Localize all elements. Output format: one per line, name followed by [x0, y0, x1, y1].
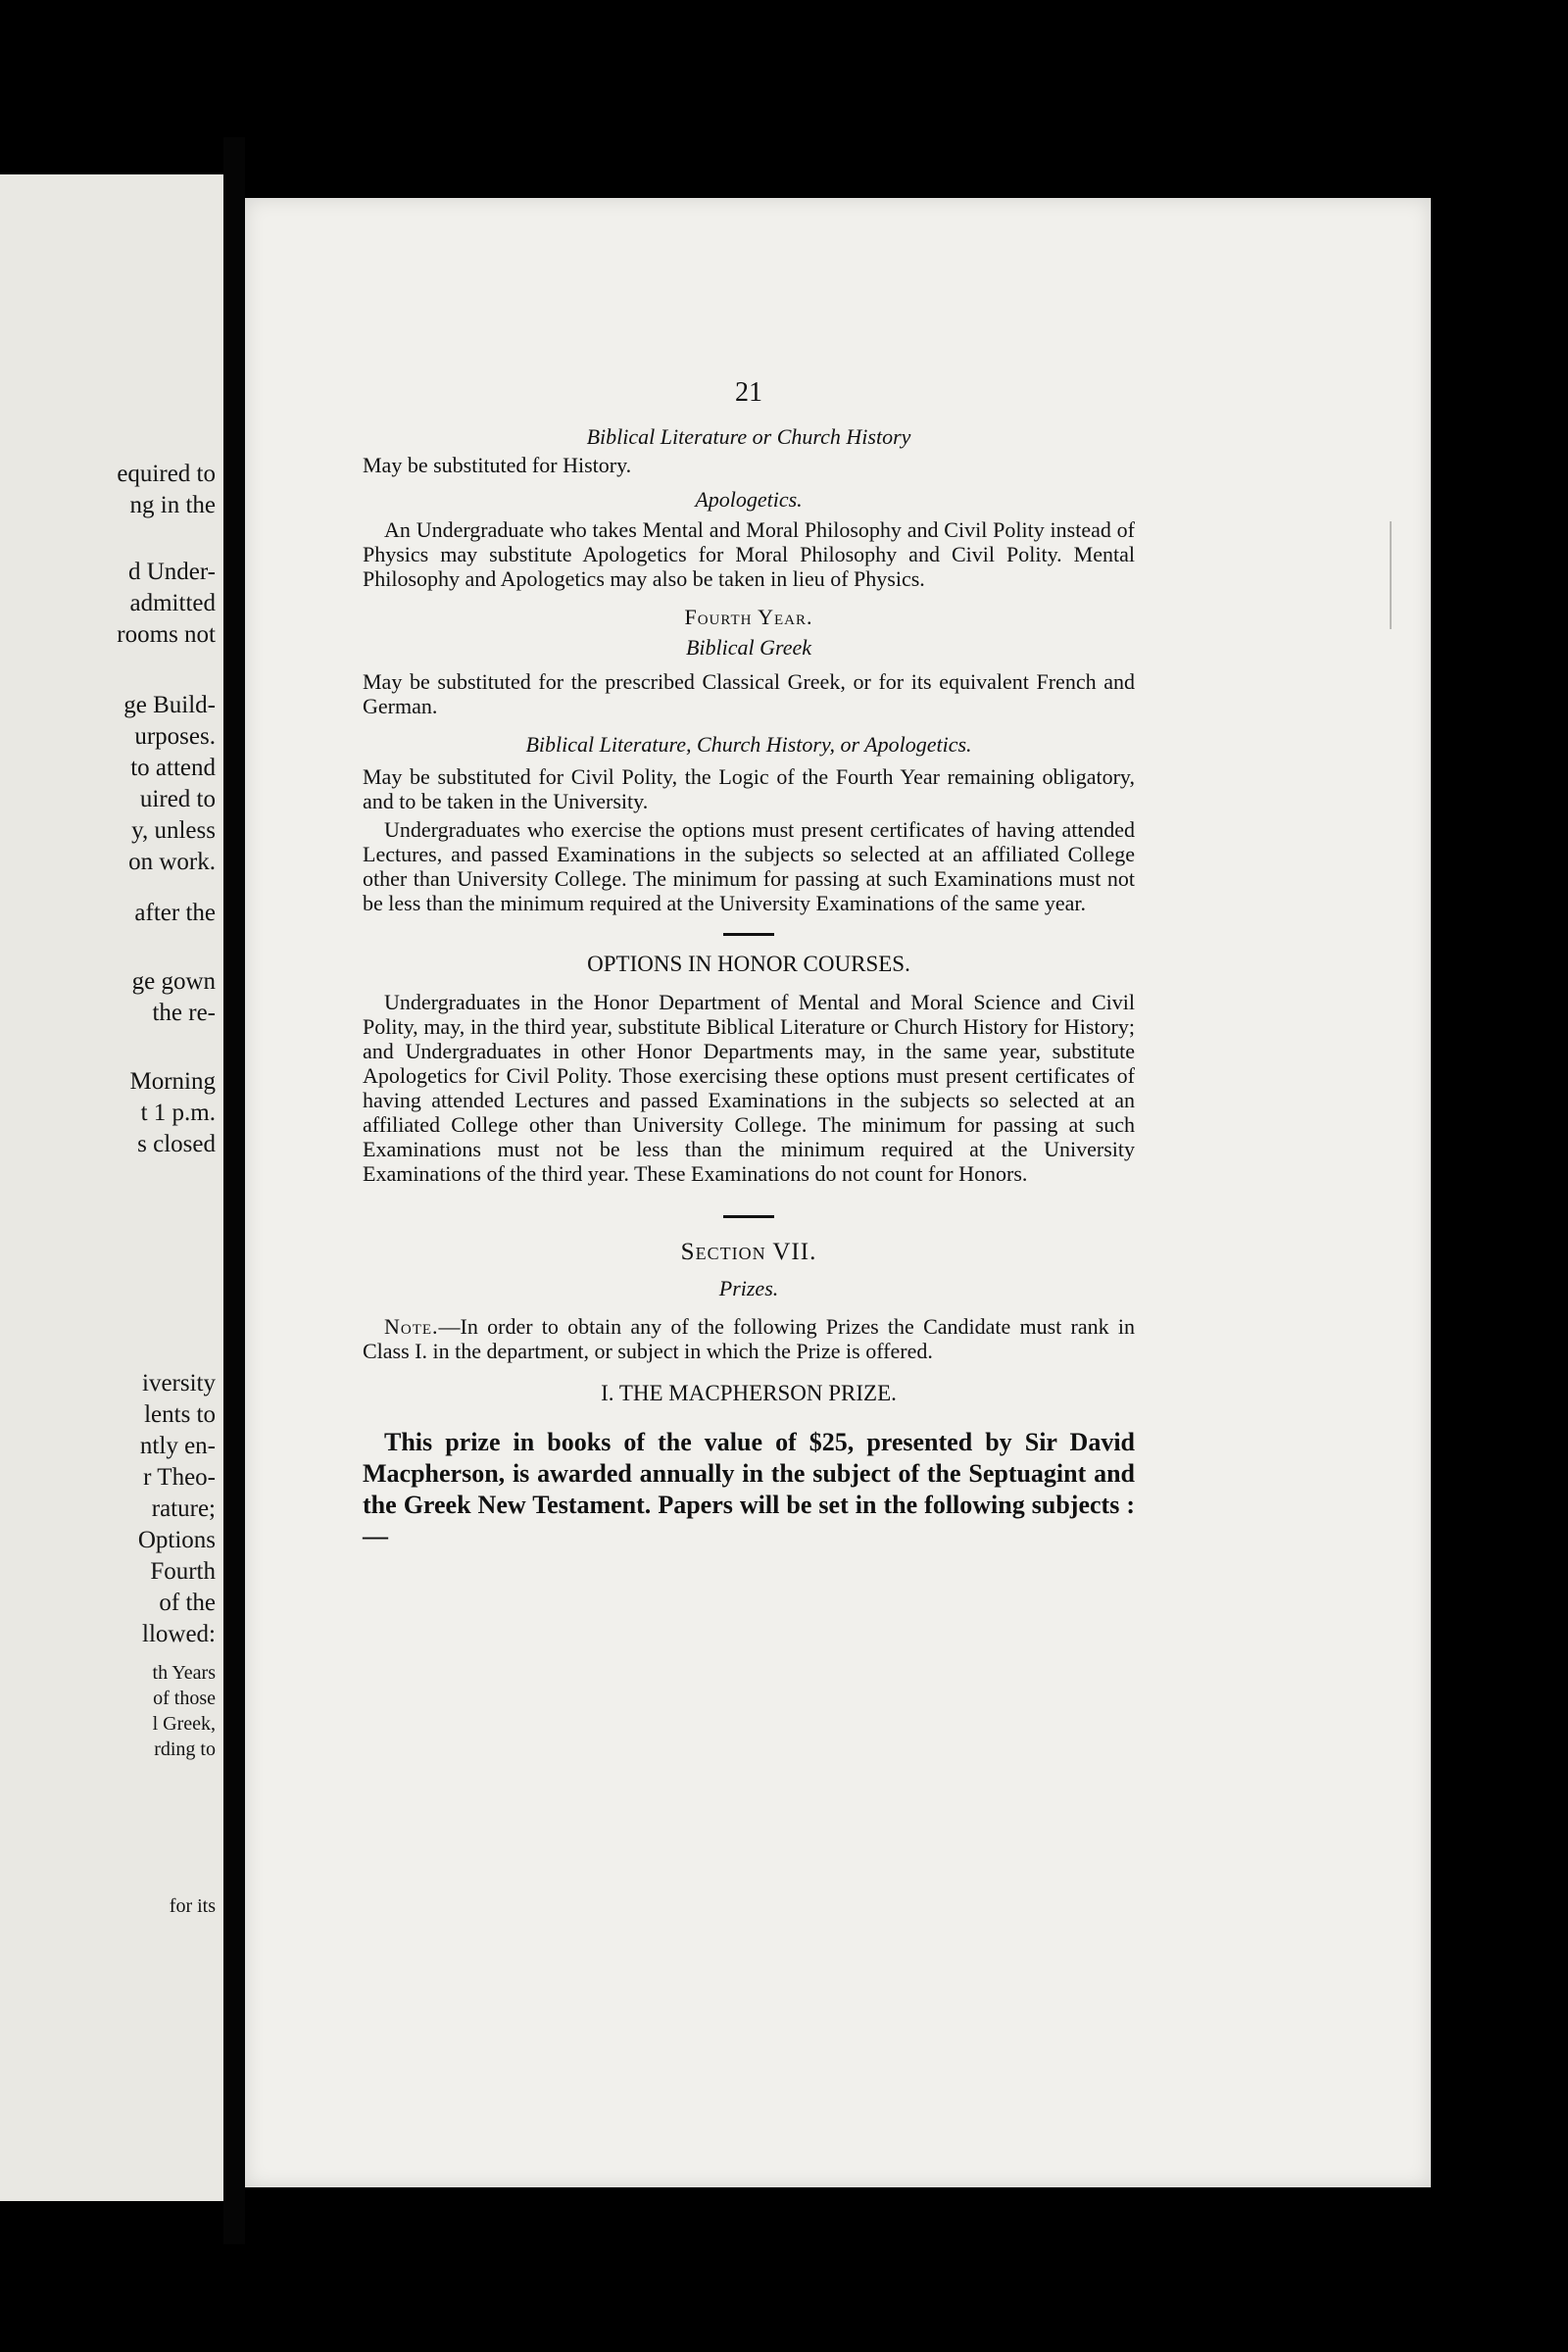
paragraph-biblical-greek: May be substituted for the prescribed Classical Greek, or for its equivalent French and German.: [363, 669, 1135, 718]
heading-apologetics: Apologetics.: [695, 487, 803, 512]
left-page-line: d Under-: [127, 559, 216, 585]
note-text: —In order to obtain any of the following Prizes the Candidate must rank in Class I. in the department, or subject in which the Prize is offered.: [363, 1314, 1135, 1363]
left-facing-page: [0, 174, 223, 2201]
heading-biblical-greek: Biblical Greek: [685, 635, 812, 660]
heading-biblical-literature: Biblical Literature or Church History: [586, 424, 911, 449]
heading-options-subjects: Biblical Literature, Church History, or Apologetics.: [525, 732, 972, 757]
left-page-line: lents to: [144, 1401, 216, 1428]
section-rule: [723, 1215, 774, 1218]
page-content: [363, 377, 1135, 1552]
book-gutter: [223, 137, 245, 2244]
heading-prizes: Prizes.: [718, 1276, 779, 1300]
section-rule: [723, 933, 774, 936]
left-page-line: Fourth: [150, 1558, 216, 1585]
left-page-line: ge gown: [131, 968, 216, 995]
left-page-line: Options: [137, 1527, 216, 1553]
left-page-line: of the: [159, 1590, 216, 1616]
paragraph-macpherson-prize: This prize in books of the value of $25, presented by Sir David Macpherson, is awarded annually in the subject of the Septuagint and the Greek New Testament. Papers will be set in the following subjects :—: [363, 1428, 1135, 1550]
paragraph-options-subjects: May be substituted for Civil Polity, the Logic of the Fourth Year remaining obligatory, and to be taken in the University.: [363, 764, 1135, 813]
left-page-line: ge Build-: [123, 692, 216, 718]
heading-macpherson-prize: I. THE MACPHERSON PRIZE.: [601, 1381, 897, 1405]
left-page-line: ng in the: [129, 492, 216, 518]
page-edge-mark: [1390, 521, 1392, 629]
left-page-line: after the: [134, 900, 216, 926]
paragraph-biblical-literature: May be substituted for History.: [363, 453, 632, 477]
left-page-line: for its: [169, 1895, 216, 1917]
note-label: Note.: [384, 1314, 439, 1339]
paragraph-certificates: Undergraduates who exercise the options must present certificates of having attended Lectures, and passed Examinations in the subjects so selected at an affiliated College other than University College. The minimum for passing at such Examinations must not be less than the minimum required at the University Examinations of the same year.: [363, 817, 1135, 915]
left-page-line: to attend: [130, 755, 216, 781]
left-page-line: rooms not: [117, 621, 216, 648]
paragraph-honor-courses: Undergraduates in the Honor Department of Mental and Moral Science and Civil Polity, may, in the third year, substitute Biblical Literature or Church History for History; and Undergraduates in other Honor Departments may, in the same year, substitute Apologetics for Civil Polity. Those exercising these options must present certificates of having attended Lectures and passed Examinations in the subjects so selected at an affiliated College other than University College. The minimum for passing at such Examinations must not be less than the minimum required at the University Examinations of the third year. These Examinations do not count for Honors.: [363, 990, 1135, 1186]
paragraph-apologetics: An Undergraduate who takes Mental and Moral Philosophy and Civil Polity instead of Physics may substitute Apologetics for Moral Philosophy and Civil Polity. Mental Philosophy and Apologetics may also be taken in lieu of Physics.: [363, 517, 1135, 591]
heading-honor-courses: OPTIONS IN HONOR COURSES.: [587, 952, 910, 976]
left-page-line: r Theo-: [143, 1464, 216, 1491]
left-page-line: Morning: [129, 1068, 216, 1095]
left-page-line: uired to: [139, 786, 216, 812]
right-page: [245, 198, 1431, 2187]
left-page-line: equired to: [117, 461, 216, 487]
left-page-line: l Greek,: [152, 1713, 216, 1735]
left-page-line: urposes.: [134, 723, 216, 750]
left-page-line: of those: [153, 1688, 216, 1709]
left-page-line: s closed: [137, 1131, 216, 1157]
left-page-line: t 1 p.m.: [140, 1100, 216, 1126]
left-page-line: y, unless: [131, 817, 216, 844]
left-page-line: admitted: [129, 590, 216, 616]
page-number: 21: [735, 377, 762, 408]
paragraph-note: [363, 1314, 1135, 1363]
left-page-line: llowed:: [142, 1621, 216, 1647]
heading-section-vii: Section VII.: [680, 1239, 817, 1265]
left-page-line: rature;: [151, 1495, 216, 1522]
left-page-line: on work.: [128, 849, 216, 875]
left-page-line: rding to: [154, 1739, 216, 1760]
left-page-line: th Years: [152, 1662, 216, 1684]
left-page-line: the re-: [152, 1000, 216, 1026]
left-page-line: iversity: [142, 1370, 216, 1396]
left-page-line: ntly en-: [139, 1433, 216, 1459]
heading-fourth-year: Fourth Year.: [684, 605, 813, 629]
